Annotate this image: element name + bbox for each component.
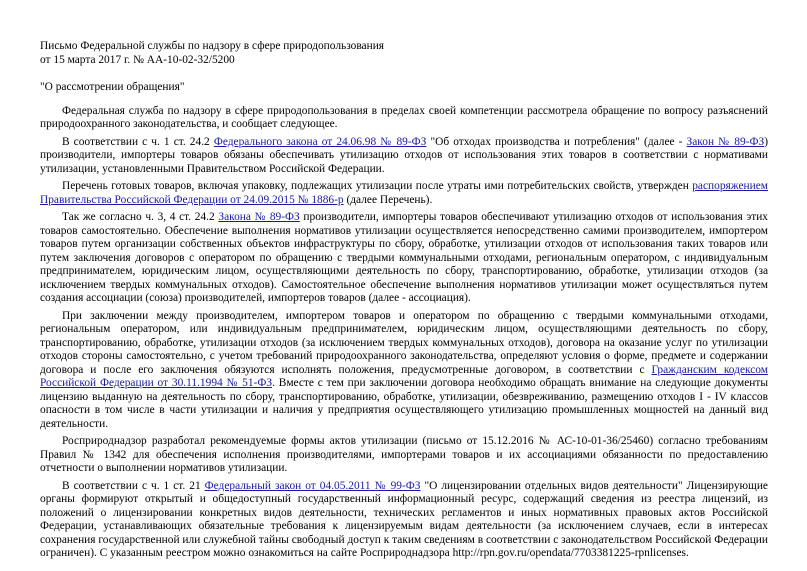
paragraph-5 [40, 310, 768, 432]
paragraph-3 [40, 180, 768, 207]
paragraph-5-text-a: При заключении между производителем, импортером товаров и оператором по обращению с твердыми коммунальными отходами, региональным оператором, или индивидуальным предпринимателем, юридическим лицом, осуществляющими деятельность по сбору, транспортированию, обработке, утилизации отходов (за исключением твердых коммунальных отходов), договора на оказание услуг по утилизации отходов стороны самостоятельно, с учетом требований природоохранного законодательства, определяют условия о форме, предмете и содержании договора и после его заключения обязуются исполнять положения, предусмотренные договором, в соответствии с [40, 309, 768, 376]
government-order-link[interactable]: распоряжением Правительства Российской Федерации от 24.09.2015 № 1886-р [40, 180, 768, 206]
paragraph-6: Росприроднадзор разработал рекомендуемые формы актов утилизации (письмо от 15.12.2016 № АС-10-01-36/25460) согласно требованиям Правил № 1342 для обеспечения исполнения производителями, импортерами товаров и их ассоциациями обязанности по предоставлению отчетности о выполнении нормативов утилизации. [40, 435, 768, 474]
paragraph-2-text-a: В соответствии с ч. 1 ст. 24.2 [62, 135, 214, 148]
paragraph-3-text-b: (далее Перечень). [343, 193, 433, 206]
paragraph-2-text-c: ) производители, импортеры товаров обязаны обеспечивать утилизацию отходов от использования этих товаров в соответствии с нормативами утилизации, установленными Правительством Российской Федерации. [40, 135, 768, 175]
civil-code-link[interactable]: Гражданским кодексом Российской Федерации от 30.11.1994 № 51-ФЗ [40, 363, 768, 389]
paragraph-1: Федеральная служба по надзору в сфере природопользования в пределах своей компетенции рассмотрела обращение по вопросу разъяснений природоохранного законодательства, и сообщает следующее. [40, 104, 768, 130]
paragraph-4-text-b: производители, импортеры товаров обеспечивают утилизацию отходов от использования этих товаров самостоятельно. Обеспечение выполнения нормативов утилизации осуществляется непосредственно самими производителем, импортером товаров путем организации собственных объектов инфраструктуры по сбору, обработке, утилизации отходов от использования таких товаров или путем заключения договоров с оператором по обращению с твердыми коммунальными отходами, региональным оператором, с индивидуальным предпринимателем, юридическим лицом, осуществляющими деятельность по сбору, транспортированию, обработке, утилизации отходов (за исключением твердых коммунальных отходов). Самостоятельное обеспечение выполнения нормативов утилизации может осуществляться путем создания ассоциации (союза) производителей, импортеров товаров (далее - ассоциация). [40, 211, 768, 304]
paragraph-7 [40, 480, 768, 561]
law-89fz-link[interactable]: Федерального закона от 24.06.98 № 89-ФЗ [213, 135, 427, 148]
letter-date-number: от 15 марта 2017 г. № АА-10-02-32/5200 [40, 53, 235, 66]
letter-title: Письмо Федеральной службы по надзору в сфере природопользования [40, 40, 385, 52]
law-89fz-link-2[interactable]: Закона № 89-ФЗ [218, 211, 300, 223]
paragraph-2-text-b: "Об отходах производства и потребления" (далее - [426, 135, 687, 148]
letter-subject: "О рассмотрении обращения" [40, 81, 185, 93]
paragraph-7-text-a: В соответствии с ч. 1 ст. 21 [62, 479, 205, 492]
paragraph-5-text-b: . Вместе с тем при заключении договора необходимо обращать внимание на следующие документы лицензию выданную на деятельность по сбору, транспортированию, обработке, утилизации, обезвреживанию, размещению отходов I - IV классов опасности в том числе в части утилизации и наличия у предприятия осуществляющего утилизацию промышленных мощностей на данный вид деятельности. [40, 377, 768, 430]
paragraph-7-text-b: "О лицензировании отдельных видов деятельности" Лицензирующие органы формируют открытый и общедоступный государственный информационный ресурс, содержащий сведения из реестра лицензий, из положений о лицензировании конкретных видов деятельности, технических регламентов и иных нормативных правовых актов Российской Федерации, устанавливающих обязательные требования к лицензируемым видам деятельности (за исключением случаев, если в интересах сохранения государственной или служебной тайны свободный доступ к таким сведениям в соответствии с законодательством Российской Федерации ограничен). С указанным реестром можно ознакомиться на сайте Росприроднадзора http://rpn.gov.ru/opendata/7703381225-rpnlicenses. [40, 479, 768, 559]
paragraph-2 [40, 136, 768, 177]
law-89fz-short-link[interactable]: Закон № 89-ФЗ [686, 135, 765, 148]
document [40, 40, 768, 565]
law-99fz-link[interactable]: Федеральный закон от 04.05.2011 № 99-ФЗ [204, 479, 421, 492]
paragraph-3-text-a: Перечень готовых товаров, включая упаковку, подлежащих утилизации после утраты ими потребительских свойств, утвержден [62, 180, 693, 192]
paragraph-4-text-a: Так же согласно ч. 3, 4 ст. 24.2 [62, 211, 219, 223]
paragraph-4 [40, 211, 768, 306]
